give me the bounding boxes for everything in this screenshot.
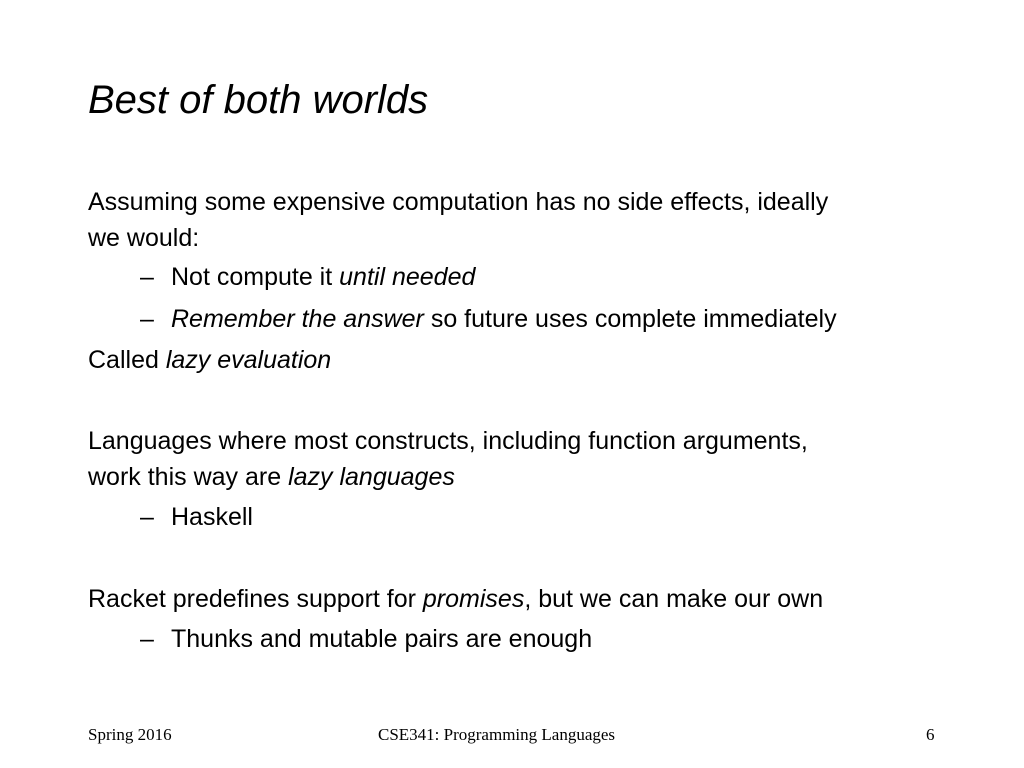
bullet-dash: – (140, 263, 154, 291)
bullet-text: Haskell (171, 503, 253, 531)
footer-course: CSE341: Programming Languages (378, 725, 616, 744)
bullet-dash: – (140, 625, 154, 653)
paragraph-lazy-evaluation (88, 342, 331, 378)
bullet-text: Thunks and mutable pairs are enough (171, 625, 593, 653)
paragraph-racket (88, 581, 823, 617)
bullet-remember-answer (140, 301, 837, 337)
paragraph-text: work this way are (88, 463, 289, 491)
footer-page-number: 6 (926, 725, 935, 744)
footer-term: Spring 2016 (88, 725, 172, 744)
paragraph-text: Called (88, 346, 166, 374)
paragraph-emphasis: lazy evaluation (165, 346, 332, 374)
paragraph-languages-line2 (88, 459, 455, 495)
bullet-dash: – (140, 305, 154, 333)
paragraph-emphasis: promises (422, 585, 525, 613)
paragraph-text: , but we can make our own (524, 585, 824, 613)
paragraph-languages-line1: Languages where most constructs, including function arguments, (88, 427, 808, 455)
bullet-not-compute (140, 259, 475, 295)
paragraph-emphasis: lazy languages (288, 463, 455, 491)
paragraph-assumption-line2: we would: (88, 224, 200, 252)
bullet-dash: – (140, 503, 154, 531)
bullet-thunks (140, 621, 592, 657)
paragraph-text: Racket predefines support for (88, 585, 423, 613)
bullet-text: so future uses complete immediately (423, 305, 837, 333)
slide-title: Best of both worlds (88, 78, 429, 122)
bullet-haskell (140, 499, 253, 535)
bullet-emphasis: until needed (339, 263, 476, 291)
paragraph-assumption-line1: Assuming some expensive computation has no side effects, ideally (88, 188, 829, 216)
bullet-emphasis: Remember the answer (171, 305, 424, 333)
bullet-text: Not compute it (171, 263, 340, 291)
